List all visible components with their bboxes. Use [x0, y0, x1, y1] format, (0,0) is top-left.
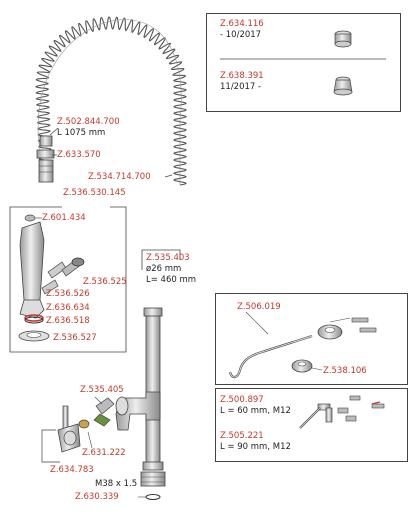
part-label-535403: Z.535.403: [146, 253, 190, 263]
part-note-502844: L 1075 mm: [57, 128, 106, 138]
part-label-535405: Z.535.405: [80, 385, 124, 395]
part-label-536525: Z.536.525: [83, 277, 127, 287]
part-label-502844: Z.502.844.700: [57, 117, 120, 127]
part-note-638391: 11/2017 -: [220, 82, 262, 92]
part-label-634116: Z.634.116: [220, 19, 264, 29]
part-label-500897: Z.500.897: [220, 395, 264, 405]
part-note-500897: L = 60 mm, M12: [220, 406, 291, 416]
part-length-535403: L= 460 mm: [146, 275, 197, 285]
part-label-636518: Z.636.518: [46, 316, 90, 326]
part-note-505221: L = 90 mm, M12: [220, 442, 291, 452]
part-label-538106: Z.538.106: [323, 366, 367, 376]
part-label-536527: Z.536.527: [53, 333, 97, 343]
thread-label: M38 x 1.5: [95, 479, 138, 489]
riser-pipe: [141, 250, 180, 500]
part-label-505221: Z.505.221: [220, 431, 264, 441]
part-note-634116: - 10/2017: [220, 30, 262, 40]
part-label-638391: Z.638.391: [220, 71, 264, 81]
part-label-534714: Z.534.714.700: [88, 172, 151, 182]
part-label-633570: Z.633.570: [57, 150, 101, 160]
part-label-634783: Z.634.783: [50, 465, 94, 475]
part-label-631222: Z.631.222: [82, 448, 126, 458]
part-label-536530: Z.536.530.145: [63, 188, 126, 198]
part-label-506019: Z.506.019: [237, 302, 281, 312]
part-label-630339: Z.630.339: [75, 492, 119, 502]
part-label-536526: Z.536.526: [46, 289, 90, 299]
part-diameter-535403: ø26 mm: [146, 264, 182, 274]
part-label-636634: Z.636.634: [46, 303, 90, 313]
part-label-601434: Z.601.434: [42, 213, 86, 223]
